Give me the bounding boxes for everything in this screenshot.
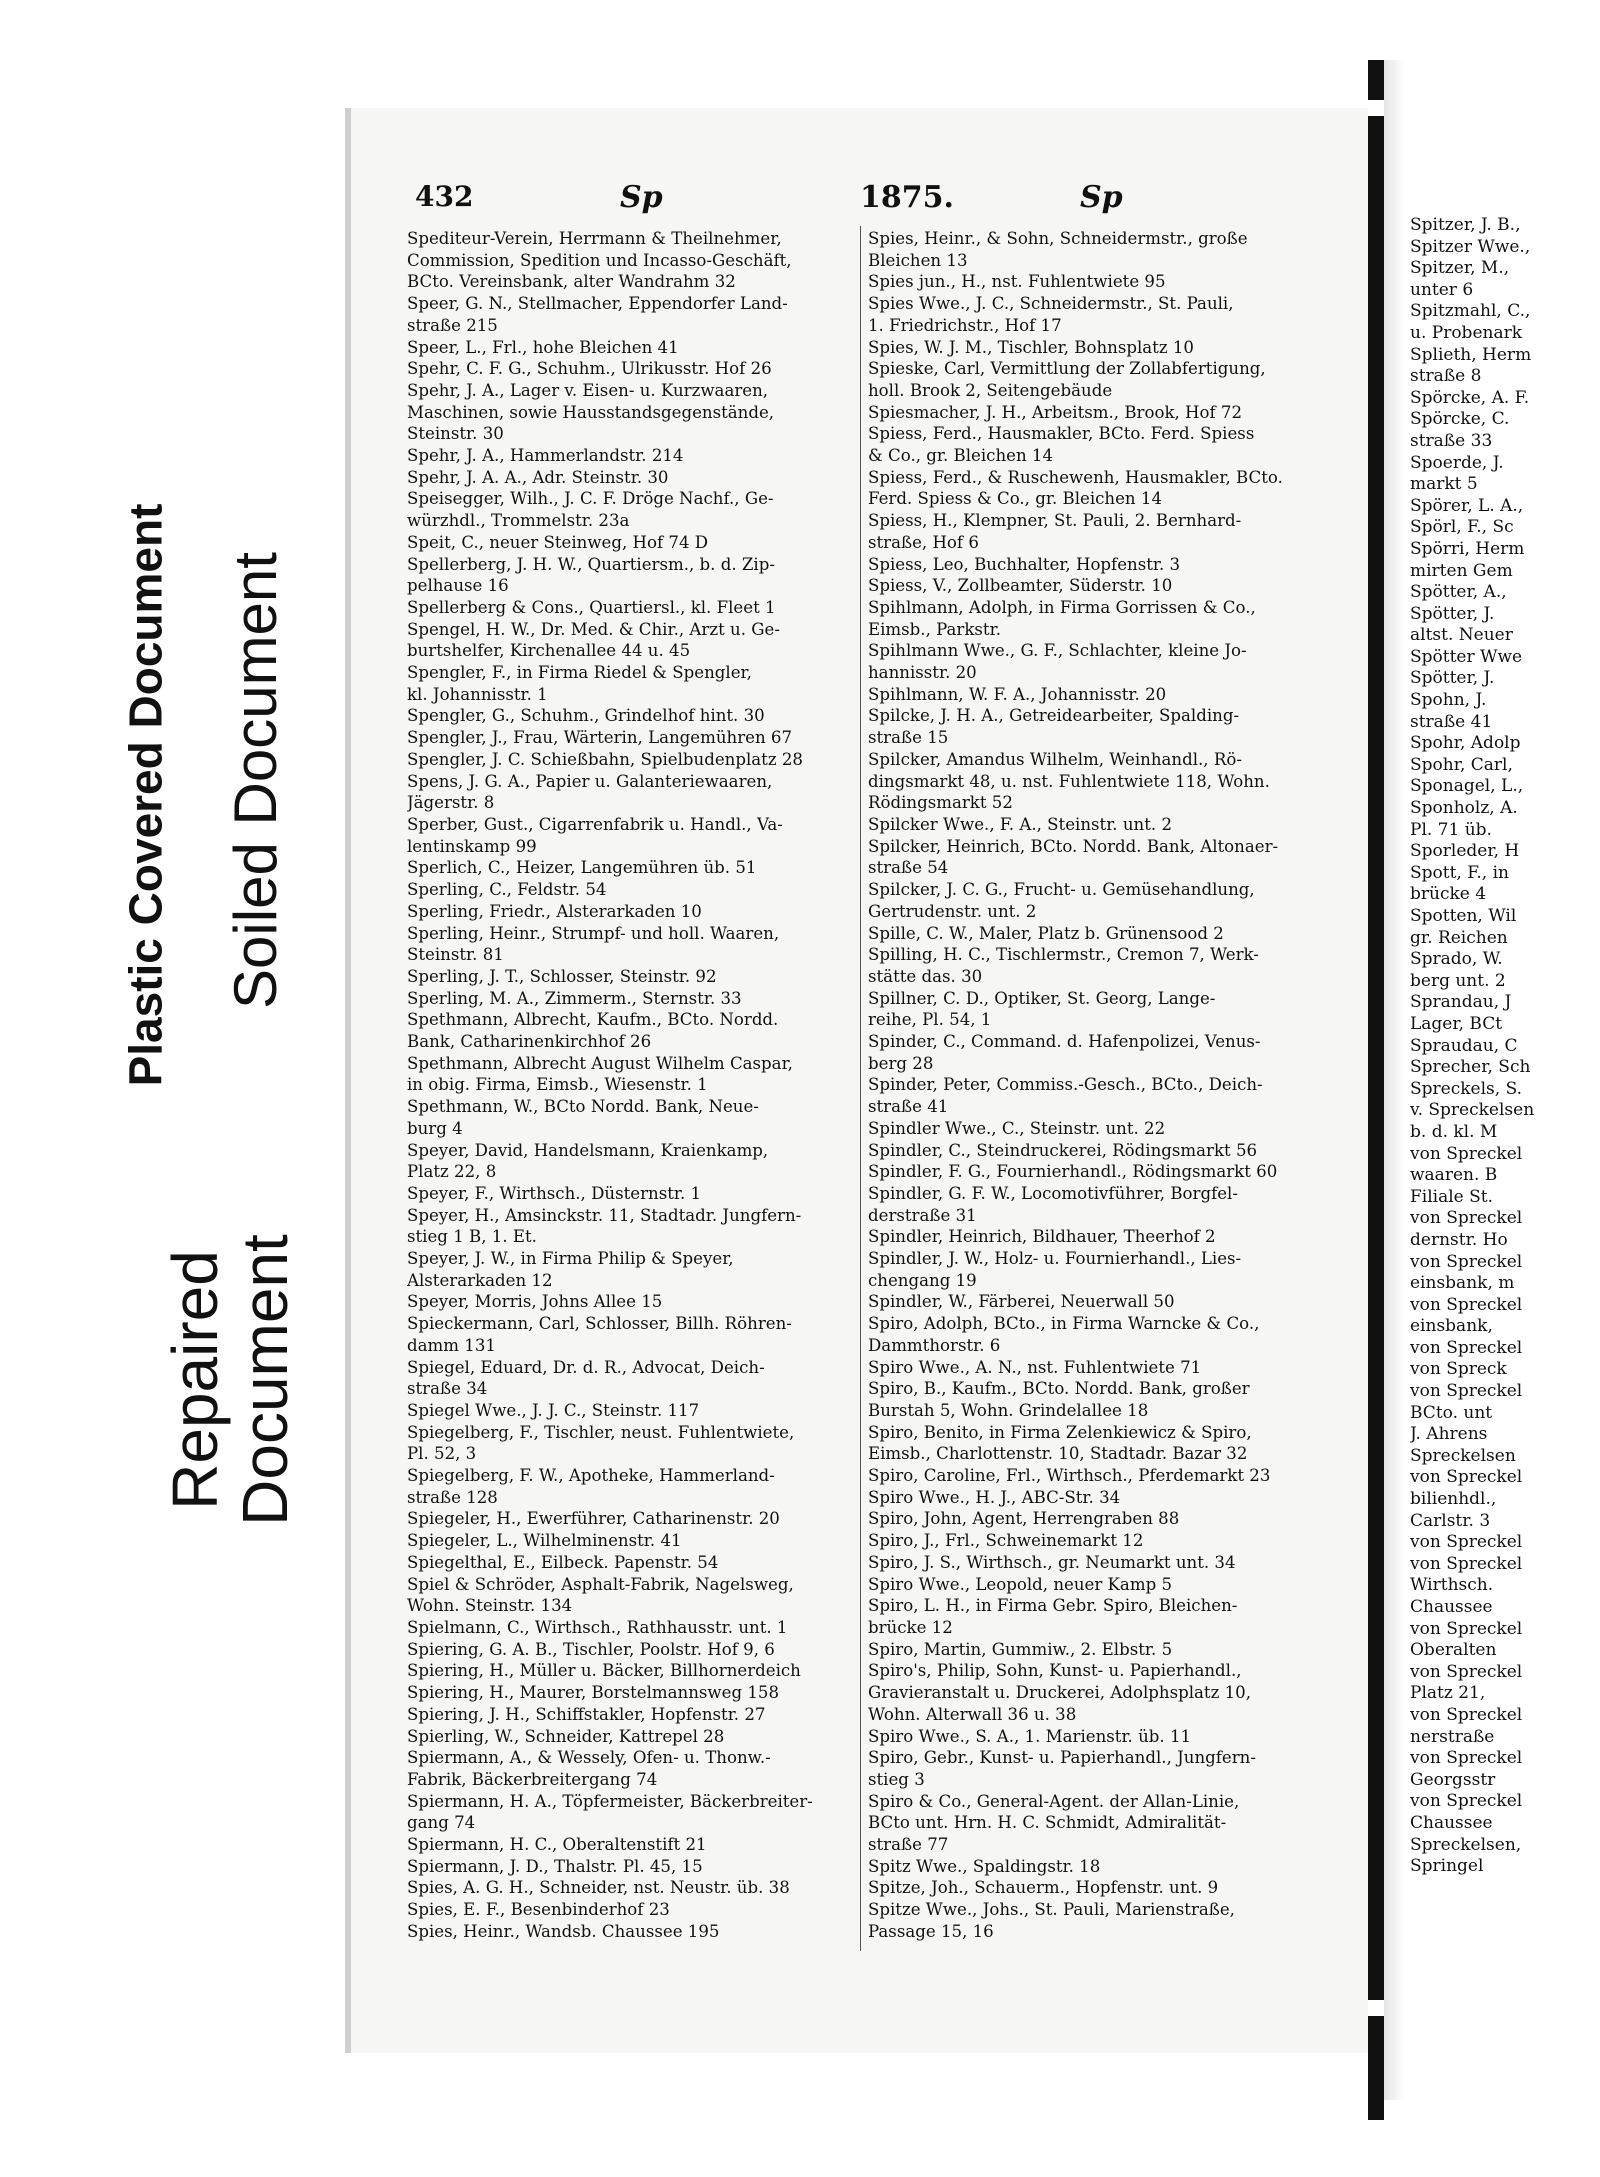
directory-entry-line: Spehr, J. A., Hammerlandstr. 214 <box>407 446 684 466</box>
archival-labels-area <box>0 0 340 2177</box>
facing-page-line: bilienhdl., <box>1410 1489 1497 1510</box>
facing-page-line: straße 33 <box>1410 430 1493 451</box>
directory-entry-line: Speyer, Morris, Johns Allee 15 <box>407 1292 663 1312</box>
facing-page-line: Chaussee <box>1410 1597 1493 1617</box>
directory-entry-line: Speyer, David, Handelsmann, Kraienkamp, <box>407 1140 769 1160</box>
facing-page-line: Spohr, Carl, <box>1410 754 1513 775</box>
directory-entry-line: straße 41 <box>868 1097 949 1117</box>
directory-entry-line: Spindler, G. F. W., Locomotivführer, Borgfel- <box>868 1183 1238 1203</box>
binding-gap <box>1368 2000 1384 2016</box>
facing-page-line: Spreckels, S. <box>1410 1078 1523 1099</box>
directory-entry-line: Spilcke, J. H. A., Getreidearbeiter, Spalding- <box>868 706 1240 726</box>
directory-entry-line: dingsmarkt 48, u. nst. Fuhlentwiete 118, Wohn. <box>868 771 1270 791</box>
facing-page-line: von Spreckel <box>1410 1251 1523 1272</box>
directory-entry-line: straße 15 <box>868 728 949 748</box>
facing-page-line: v. Spreckelsen <box>1410 1100 1535 1121</box>
directory-entry-line: Spiro Wwe., S. A., 1. Marienstr. üb. 11 <box>868 1726 1192 1746</box>
facing-page-line: Spreckelsen, <box>1410 1834 1522 1855</box>
directory-entry-line: Spengler, J. C. Schießbahn, Spielbudenplatz 28 <box>407 749 803 769</box>
directory-entry-line: Spengler, G., Schuhm., Grindelhof hint. 30 <box>407 706 765 726</box>
directory-entry-line: Spediteur-Verein, Herrmann & Theilnehmer, <box>407 229 782 248</box>
left-column <box>407 228 862 1943</box>
directory-entry-line: Sperling, Friedr., Alsterarkaden 10 <box>407 901 702 921</box>
directory-entry-line: Spiro, Caroline, Frl., Wirthsch., Pferdemarkt 23 <box>868 1466 1271 1486</box>
directory-entry-line: Speyer, H., Amsinckstr. 11, Stadtadr. Jungfern- <box>407 1205 802 1225</box>
directory-entry-line: gang 74 <box>407 1813 476 1833</box>
directory-entry-line: chengang 19 <box>868 1270 977 1290</box>
facing-page-line: Georgsstr <box>1410 1769 1496 1790</box>
directory-entry-line: Spilcker, J. C. G., Frucht- u. Gemüsehandlung, <box>868 880 1255 900</box>
directory-entry-line: Spiro Wwe., Leopold, neuer Kamp 5 <box>868 1574 1173 1594</box>
directory-entry-line: Spitze, Joh., Schauerm., Hopfenstr. unt. 9 <box>868 1878 1219 1898</box>
directory-entry-line: derstraße 31 <box>868 1205 977 1225</box>
facing-page-line: mirten Gem <box>1410 560 1513 581</box>
directory-entry-line: Spierling, W., Schneider, Kattrepel 28 <box>407 1726 725 1746</box>
directory-entry-line: Speyer, J. W., in Firma Philip & Speyer, <box>407 1249 734 1269</box>
directory-entry-line: Eimsb., Parkstr. <box>868 619 1001 639</box>
directory-entry-line: Spiegeler, L., Wilhelminenstr. 41 <box>407 1531 682 1551</box>
directory-entry-line: & Co., gr. Bleichen 14 <box>868 446 1054 466</box>
directory-entry-line: Spiegelberg, F., Tischler, neust. Fuhlentwiete, <box>407 1422 795 1442</box>
binding-gap <box>1368 100 1384 116</box>
directory-entry-line: BCto. Vereinsbank, alter Wandrahm 32 <box>407 272 736 292</box>
facing-page-line: Sponagel, L., <box>1410 776 1524 797</box>
directory-entry-line: Bank, Catharinenkirchhof 26 <box>407 1032 652 1052</box>
directory-entry-line: Spiess, Ferd., Hausmakler, BCto. Ferd. Spiess <box>868 424 1255 444</box>
directory-entry-line: Spiering, H., Maurer, Borstelmannsweg 158 <box>407 1683 780 1703</box>
directory-entry-line: Spilcker Wwe., F. A., Steinstr. unt. 2 <box>868 814 1173 834</box>
directory-entry-line: Platz 22, 8 <box>407 1162 497 1182</box>
directory-entry-line: stieg 3 <box>868 1769 925 1789</box>
facing-page-line: Spoerde, J. <box>1410 452 1504 473</box>
directory-entry-line: lentinskamp 99 <box>407 836 537 856</box>
directory-entry-line: würzhdl., Trommelstr. 23a <box>407 511 630 531</box>
directory-entry-line: Spies, Heinr., & Sohn, Schneidermstr., große <box>868 229 1248 248</box>
directory-entry-line: burtshelfer, Kirchenallee 44 u. 45 <box>407 641 691 661</box>
directory-entry-line: Spiro, Adolph, BCto., in Firma Warncke & Co., <box>868 1314 1260 1334</box>
directory-entry-line: Sperling, C., Feldstr. 54 <box>407 880 607 900</box>
soiled-text: Soiled Document <box>221 551 289 1009</box>
facing-page-line: Sporleder, H <box>1410 841 1520 862</box>
directory-entry-line: Spiro, Gebr., Kunst- u. Papierhandl., Jungfern- <box>868 1748 1256 1768</box>
facing-page-line: von Spreckel <box>1410 1467 1523 1488</box>
directory-entry-line: Spiro Wwe., H. J., ABC-Str. 34 <box>868 1487 1121 1507</box>
facing-page-line: Sprecher, Sch <box>1410 1057 1531 1078</box>
facing-page-line: Spötter Wwe <box>1410 646 1523 667</box>
facing-page-line: nerstraße <box>1410 1726 1495 1747</box>
directory-entry-line: straße 77 <box>868 1835 949 1855</box>
directory-entry-line: Spellerberg & Cons., Quartiersl., kl. Fleet 1 <box>407 597 776 617</box>
directory-entry-line: Spiess, Leo, Buchhalter, Hopfenstr. 3 <box>868 554 1181 574</box>
facing-page-line: Sprado, W. <box>1410 949 1503 970</box>
facing-page-line: von Spreckel <box>1410 1294 1523 1315</box>
repaired-line-1: Repaired <box>159 1250 231 1510</box>
facing-page-line: Spreckelsen <box>1410 1445 1516 1466</box>
directory-entry-line: Spellerberg, J. H. W., Quartiersm., b. d. Zip- <box>407 554 775 574</box>
facing-page-line: Wirthsch. <box>1410 1575 1494 1596</box>
directory-entry-line: Spehr, J. A., Lager v. Eisen- u. Kurzwaaren, <box>407 380 769 400</box>
facing-page-line: Filiale St. <box>1410 1186 1494 1207</box>
directory-entry-line: Speyer, F., Wirthsch., Düsternstr. 1 <box>407 1183 702 1203</box>
repaired-text <box>160 1234 300 1526</box>
facing-page-line: von Spreckel <box>1410 1661 1523 1682</box>
directory-entry-line: Spiering, G. A. B., Tischler, Poolstr. Hof 9, 6 <box>407 1639 775 1659</box>
directory-entry-line: Sperling, M. A., Zimmerm., Sternstr. 33 <box>407 988 742 1008</box>
facing-page-line: Spott, F., in <box>1410 862 1509 883</box>
section-title-right: Sp <box>1080 180 1123 215</box>
directory-entry-line: Gertrudenstr. unt. 2 <box>868 901 1037 921</box>
directory-entry-line: straße 54 <box>868 858 949 878</box>
directory-entry-line: Eimsb., Charlottenstr. 10, Stadtadr. Bazar 32 <box>868 1444 1248 1464</box>
directory-entry-line: Jägerstr. 8 <box>407 793 495 813</box>
plastic-covered-label <box>90 470 200 1120</box>
facing-page-line: Spörer, L. A., <box>1410 495 1524 516</box>
facing-page-line: brücke 4 <box>1410 884 1487 905</box>
directory-entry-line: Spilling, H. C., Tischlermstr., Cremon 7, Werk- <box>868 945 1259 965</box>
soiled-label <box>200 440 310 1120</box>
facing-page-line: Spötter, J. <box>1410 603 1495 624</box>
facing-page-line: von Spreckel <box>1410 1704 1523 1725</box>
directory-entry-line: Spiro, B., Kaufm., BCto. Nordd. Bank, großer <box>868 1379 1250 1399</box>
facing-page-line: unter 6 <box>1410 279 1474 300</box>
directory-entry-line: in obig. Firma, Eimsb., Wiesenstr. 1 <box>407 1075 708 1095</box>
directory-entry-line: Steinstr. 81 <box>407 945 504 965</box>
facing-page-line: Pl. 71 üb. <box>1410 819 1492 840</box>
directory-entry-line: Speer, G. N., Stellmacher, Eppendorfer Land- <box>407 294 788 314</box>
facing-page-line: einsbank, <box>1410 1316 1493 1337</box>
facing-page-line: Spitzer, M., <box>1410 258 1510 279</box>
directory-entry-line: berg 28 <box>868 1053 934 1073</box>
directory-entry-line: Spiering, H., Müller u. Bäcker, Billhornerdeich <box>407 1661 801 1681</box>
facing-page-line: Spitzer Wwe., <box>1410 236 1531 257</box>
directory-entry-line: Speit, C., neuer Steinweg, Hof 74 D <box>407 532 709 552</box>
facing-page-line: u. Probenark <box>1410 322 1523 343</box>
directory-entry-line: Spengler, J., Frau, Wärterin, Langemühren 67 <box>407 728 793 748</box>
facing-page-line: berg unt. 2 <box>1410 970 1506 991</box>
directory-entry-line: Bleichen 13 <box>868 250 968 270</box>
book-binding <box>1368 60 1384 2120</box>
facing-page-line: Spörri, Herm <box>1410 538 1525 559</box>
directory-entry-line: Spilcker, Heinrich, BCto. Nordd. Bank, Altonaer- <box>868 836 1279 856</box>
directory-entry-line: Pl. 52, 3 <box>407 1444 477 1464</box>
facing-page-line: markt 5 <box>1410 474 1478 495</box>
directory-entry-line: Spinder, Peter, Commiss.-Gesch., BCto., Deich- <box>868 1075 1263 1095</box>
directory-entry-line: Spiegel Wwe., J. J. C., Steinstr. 117 <box>407 1400 700 1420</box>
directory-entry-line: Spihlmann Wwe., G. F., Schlachter, kleine Jo- <box>868 641 1247 661</box>
repaired-line-2: Document <box>229 1234 301 1526</box>
facing-page-line: Spotten, Wil <box>1410 906 1517 926</box>
directory-entry-line: Spengel, H. W., Dr. Med. & Chir., Arzt u. Ge- <box>407 619 780 639</box>
directory-entry-line: Spies, Heinr., Wandsb. Chaussee 195 <box>407 1921 720 1941</box>
facing-page-line: von Spreckel <box>1410 1748 1523 1769</box>
directory-entry-line: Spies, W. J. M., Tischler, Bohnsplatz 10 <box>868 337 1194 357</box>
facing-page-line: BCto. unt <box>1410 1402 1493 1423</box>
column-divider <box>860 226 861 1951</box>
directory-entry-line: Sperling, J. T., Schlosser, Steinstr. 92 <box>407 966 717 986</box>
directory-entry-line: pelhause 16 <box>407 576 509 596</box>
directory-entry-line: Spieckermann, Carl, Schlosser, Billh. Röhren- <box>407 1314 792 1334</box>
directory-entry-line: Spiro's, Philip, Sohn, Kunst- u. Papierhandl., <box>868 1661 1242 1681</box>
facing-page-line: Splieth, Herm <box>1410 344 1532 365</box>
directory-entry-line: Dammthorstr. 6 <box>868 1335 1001 1355</box>
facing-page-line: straße 41 <box>1410 711 1493 732</box>
directory-entry-line: Gravieranstalt u. Druckerei, Adolphsplatz 10, <box>868 1683 1251 1703</box>
directory-entry-line: Passage 15, 16 <box>868 1921 994 1941</box>
plastic-covered-text: Plastic Covered Document <box>119 503 171 1087</box>
facing-page-line: J. Ahrens <box>1410 1424 1488 1445</box>
directory-entry-line: Sperber, Gust., Cigarrenfabrik u. Handl., Va- <box>407 814 783 834</box>
directory-entry-line: Spiess, V., Zollbeamter, Süderstr. 10 <box>868 576 1173 596</box>
directory-entry-line: Burstah 5, Wohn. Grindelallee 18 <box>868 1400 1149 1420</box>
directory-entry-line: Spielmann, C., Wirthsch., Rathhausstr. unt. 1 <box>407 1618 788 1637</box>
directory-entry-line: Ferd. Spiess & Co., gr. Bleichen 14 <box>868 489 1163 509</box>
directory-entry-line: Spiermann, J. D., Thalstr. Pl. 45, 15 <box>407 1856 703 1876</box>
directory-entry-line: 1. Friedrichstr., Hof 17 <box>868 315 1062 335</box>
directory-entry-line: Spiegel, Eduard, Dr. d. R., Advocat, Deich- <box>407 1357 765 1377</box>
directory-entry-line: Maschinen, sowie Hausstandsgegenstände, <box>407 402 775 422</box>
facing-page-line: Spraudau, C <box>1410 1035 1518 1056</box>
directory-entry-line: Spiegelberg, F. W., Apotheke, Hammerland- <box>407 1466 775 1486</box>
directory-entry-line: Spillner, C. D., Optiker, St. Georg, Lange- <box>868 988 1216 1008</box>
directory-entry-line: Spehr, J. A. A., Adr. Steinstr. 30 <box>407 467 669 487</box>
directory-entry-line: Spihlmann, W. F. A., Johannisstr. 20 <box>868 684 1167 704</box>
directory-entry-line: straße, Hof 6 <box>868 532 979 552</box>
directory-entry-line: damm 131 <box>407 1335 496 1355</box>
facing-page-line: Sponholz, A. <box>1410 798 1518 819</box>
directory-entry-line: Spitz Wwe., Spaldingstr. 18 <box>868 1856 1101 1876</box>
directory-entry-line: Spitze Wwe., Johs., St. Pauli, Marienstraße, <box>868 1900 1235 1920</box>
facing-page-line: von Spreckel <box>1410 1208 1523 1229</box>
directory-entry-line: Spiermann, H. C., Oberaltenstift 21 <box>407 1835 707 1855</box>
directory-entry-line: Speer, L., Frl., hohe Bleichen 41 <box>407 337 679 357</box>
facing-page-line: Spohr, Adolp <box>1410 733 1521 754</box>
directory-entry-line: Spihlmann, Adolph, in Firma Gorrissen & Co., <box>868 597 1256 617</box>
page-number: 432 <box>415 180 474 213</box>
facing-page-line: Spötter, J. <box>1410 668 1495 689</box>
directory-entry-line: stätte das. 30 <box>868 966 983 986</box>
directory-entry-line: Spiermann, H. A., Töpfermeister, Bäckerbreiter- <box>407 1791 813 1811</box>
directory-entry-line: Spiegelthal, E., Eilbeck. Papenstr. 54 <box>407 1552 719 1572</box>
facing-page-line: einsbank, m <box>1410 1273 1515 1294</box>
facing-page-line: gr. Reichen <box>1410 927 1508 948</box>
directory-entry-line: Spiess, H., Klempner, St. Pauli, 2. Bernhard- <box>868 511 1242 531</box>
directory-entry-line: Spens, J. G. A., Papier u. Galanteriewaaren, <box>407 771 773 791</box>
facing-page-line: Spörl, F., Sc <box>1410 517 1514 538</box>
directory-entry-line: Spethmann, W., BCto Nordd. Bank, Neue- <box>407 1097 759 1117</box>
directory-entry-line: Spethmann, Albrecht August Wilhelm Caspar, <box>407 1053 793 1073</box>
directory-entry-line: Wohn. Alterwall 36 u. 38 <box>868 1704 1077 1724</box>
directory-entry-line: straße 215 <box>407 315 498 335</box>
directory-entry-line: Spiesmacher, J. H., Arbeitsm., Brook, Hof 72 <box>868 402 1243 422</box>
directory-entry-line: straße 128 <box>407 1487 498 1507</box>
directory-entry-line: Spiro, John, Agent, Herrengraben 88 <box>868 1509 1180 1529</box>
directory-entry-line: Speisegger, Wilh., J. C. F. Dröge Nachf., Ge- <box>407 489 774 509</box>
directory-entry-line: Spieske, Carl, Vermittlung der Zollabfertigung, <box>868 359 1266 379</box>
facing-page-line: von Spreckel <box>1410 1381 1523 1402</box>
directory-entry-line: Spiro, J., Frl., Schweinemarkt 12 <box>868 1531 1144 1551</box>
directory-entry-line: Wohn. Steinstr. 134 <box>407 1596 573 1616</box>
directory-entry-line: Sperling, Heinr., Strumpf- und holl. Waaren, <box>407 923 780 943</box>
directory-entry-line: brücke 12 <box>868 1618 953 1637</box>
directory-entry-line: Spethmann, Albrecht, Kaufm., BCto. Nordd. <box>407 1010 779 1030</box>
directory-entry-line: Spiro, Martin, Gummiw., 2. Elbstr. 5 <box>868 1639 1173 1659</box>
facing-page-line: von Spreckel <box>1410 1143 1523 1164</box>
directory-entry-line: Spilcker, Amandus Wilhelm, Weinhandl., Rö- <box>868 749 1242 769</box>
directory-entry-line: BCto unt. Hrn. H. C. Schmidt, Admiralität- <box>868 1813 1227 1833</box>
directory-entry-line: Sperlich, C., Heizer, Langemühren üb. 51 <box>407 858 757 878</box>
directory-entry-line: Alsterarkaden 12 <box>407 1270 553 1290</box>
directory-entry-line: Spille, C. W., Maler, Platz b. Grünensood 2 <box>868 923 1224 943</box>
facing-page-line: von Spreckel <box>1410 1532 1523 1553</box>
facing-page-line: Oberalten <box>1410 1640 1497 1661</box>
facing-page-line: Carlstr. 3 <box>1410 1510 1491 1531</box>
facing-page-line: waaren. B <box>1410 1165 1498 1186</box>
facing-page-line: von Spreckel <box>1410 1337 1523 1358</box>
directory-entry-line: Spiegeler, H., Ewerführer, Catharinenstr. 20 <box>407 1509 780 1529</box>
directory-entry-line: Spiro, Benito, in Firma Zelenkiewicz & Spiro, <box>868 1422 1252 1442</box>
facing-page-line: dernstr. Ho <box>1410 1229 1508 1250</box>
directory-entry-line: Spiro & Co., General-Agent. der Allan-Linie, <box>868 1791 1240 1811</box>
facing-page-line: von Spreckel <box>1410 1553 1523 1574</box>
page-header <box>415 180 1365 224</box>
directory-entry-line: Spindler, Heinrich, Bildhauer, Theerhof 2 <box>868 1227 1216 1247</box>
facing-page-line: Springel <box>1410 1856 1484 1877</box>
directory-entry-line: Spies, A. G. H., Schneider, nst. Neustr. üb. 38 <box>407 1878 790 1898</box>
facing-page-line: von Spreck <box>1410 1359 1507 1380</box>
directory-entry-line: Spindler, C., Steindruckerei, Rödingsmarkt 56 <box>868 1140 1258 1160</box>
directory-entry-line: Spindler, F. G., Fournierhandl., Rödingsmarkt 60 <box>868 1162 1278 1182</box>
directory-entry-line: Spiro, L. H., in Firma Gebr. Spiro, Bleichen- <box>868 1596 1238 1616</box>
facing-page-line: Spötter, A., <box>1410 582 1507 603</box>
facing-page-line: Sprandau, J <box>1410 992 1512 1013</box>
facing-page-line: Chaussee <box>1410 1812 1493 1833</box>
directory-entry-line: burg 4 <box>407 1118 463 1138</box>
directory-entry-line: Commission, Spedition und Incasso-Geschäft, <box>407 250 792 270</box>
facing-page-fragment <box>1410 215 1600 2165</box>
directory-entry-line: Spinder, C., Command. d. Hafenpolizei, Venus- <box>868 1032 1261 1052</box>
directory-entry-line: Spiering, J. H., Schiffstakler, Hopfenstr. 27 <box>407 1704 766 1724</box>
facing-page-line: straße 8 <box>1410 366 1482 387</box>
facing-page-line: Platz 21, <box>1410 1683 1486 1704</box>
year-title: 1875. <box>860 180 954 215</box>
facing-page-line: Spitzmahl, C., <box>1410 301 1531 322</box>
directory-entry-line: holl. Brook 2, Seitengebäude <box>868 380 1113 400</box>
section-title-left: Sp <box>620 180 663 215</box>
directory-entry-line: Spindler, W., Färberei, Neuerwall 50 <box>868 1292 1175 1312</box>
directory-entry-line: Spies Wwe., J. C., Schneidermstr., St. Pauli, <box>868 294 1234 314</box>
directory-entry-line: Spiel & Schröder, Asphalt-Fabrik, Nagelsweg, <box>407 1574 794 1594</box>
directory-entry-line: Spies jun., H., nst. Fuhlentwiete 95 <box>868 272 1166 292</box>
facing-page-line: Spohn, J. <box>1410 690 1487 711</box>
directory-entry-line: Fabrik, Bäckerbreitergang 74 <box>407 1769 658 1789</box>
facing-page-line: Spörcke, A. F. <box>1410 387 1530 408</box>
directory-entry-line: reihe, Pl. 54, 1 <box>868 1010 992 1030</box>
repaired-label <box>130 1180 330 1580</box>
directory-entry-line: Spindler, J. W., Holz- u. Fournierhandl., Lies- <box>868 1249 1242 1269</box>
directory-entry-line: stieg 1 B, 1. Et. <box>407 1227 537 1247</box>
facing-page-line: altst. Neuer <box>1410 625 1513 646</box>
facing-page-line: von Spreckel <box>1410 1618 1523 1639</box>
right-column <box>868 228 1323 1943</box>
facing-page-line: Lager, BCt <box>1410 1013 1503 1034</box>
directory-entry-line: Spiess, Ferd., & Ruschewenh, Hausmakler, BCto. <box>868 467 1283 487</box>
facing-page-line: Spitzer, J. B., <box>1410 215 1521 235</box>
directory-entry-line: Spiro Wwe., A. N., nst. Fuhlentwiete 71 <box>868 1357 1202 1377</box>
directory-entry-line: Spiro, J. S., Wirthsch., gr. Neumarkt unt. 34 <box>868 1552 1236 1572</box>
directory-entry-line: straße 34 <box>407 1379 488 1399</box>
directory-entry-line: Spengler, F., in Firma Riedel & Spengler, <box>407 663 752 683</box>
directory-entry-line: Spindler Wwe., C., Steinstr. unt. 22 <box>868 1118 1166 1138</box>
directory-entry-line: Spiermann, A., & Wessely, Ofen- u. Thonw.- <box>407 1748 771 1768</box>
directory-entry-line: Spies, E. F., Besenbinderhof 23 <box>407 1900 670 1920</box>
directory-entry-line: Spehr, C. F. G., Schuhm., Ulrikusstr. Hof 26 <box>407 359 772 379</box>
directory-entry-line: Steinstr. 30 <box>407 424 504 444</box>
directory-entry-line: hannisstr. 20 <box>868 663 977 683</box>
facing-page-line: von Spreckel <box>1410 1791 1523 1812</box>
directory-entry-line: kl. Johannisstr. 1 <box>407 684 548 704</box>
facing-page-line: Spörcke, C. <box>1410 409 1510 430</box>
facing-page-line: b. d. kl. M <box>1410 1121 1498 1142</box>
directory-entry-line: Rödingsmarkt 52 <box>868 793 1013 813</box>
